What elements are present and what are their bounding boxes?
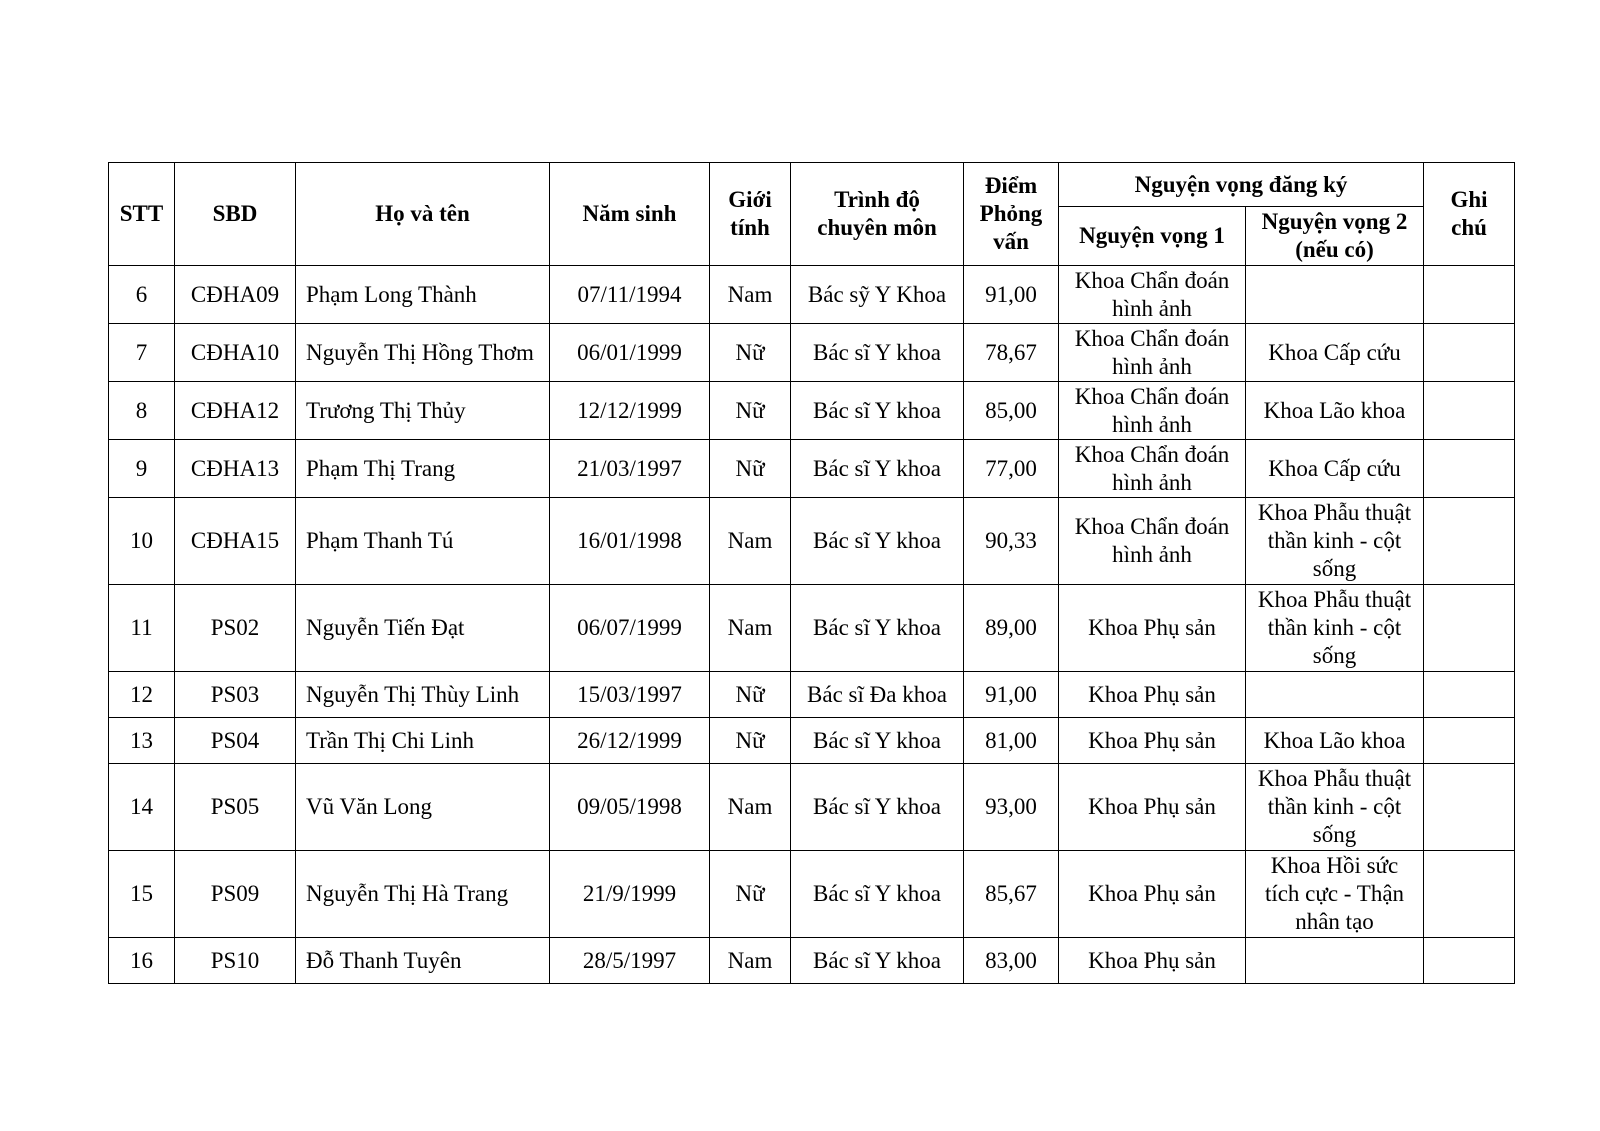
cell-aspiration-1: Khoa Chẩn đoán hình ảnh [1059,324,1246,382]
cell-stt: 14 [109,764,175,851]
cell-qualification: Bác sĩ Đa khoa [791,672,964,718]
header-score: Điểm Phỏng vấn [964,163,1059,266]
cell-note [1424,266,1515,324]
cell-dob: 21/03/1997 [550,440,710,498]
header-dob: Năm sinh [550,163,710,266]
cell-gender: Nam [710,498,791,585]
cell-aspiration-1: Khoa Phụ sản [1059,851,1246,938]
cell-stt: 11 [109,585,175,672]
header-qualification: Trình độ chuyên môn [791,163,964,266]
cell-score: 83,00 [964,938,1059,984]
cell-sbd: CĐHA09 [175,266,296,324]
cell-score: 81,00 [964,718,1059,764]
cell-stt: 16 [109,938,175,984]
cell-aspiration-2: Khoa Lão khoa [1246,718,1424,764]
cell-gender: Nam [710,764,791,851]
cell-qualification: Bác sỹ Y Khoa [791,266,964,324]
cell-gender: Nữ [710,718,791,764]
cell-gender: Nữ [710,382,791,440]
table-row [109,382,1515,440]
cell-note [1424,672,1515,718]
table-row [109,672,1515,718]
cell-qualification: Bác sĩ Y khoa [791,440,964,498]
cell-note [1424,764,1515,851]
cell-dob: 16/01/1998 [550,498,710,585]
cell-note [1424,498,1515,585]
cell-dob: 06/07/1999 [550,585,710,672]
cell-stt: 13 [109,718,175,764]
cell-dob: 26/12/1999 [550,718,710,764]
cell-aspiration-1: Khoa Phụ sản [1059,764,1246,851]
cell-aspiration-2 [1246,672,1424,718]
table-row [109,764,1515,851]
cell-stt: 12 [109,672,175,718]
cell-gender: Nam [710,266,791,324]
cell-score: 93,00 [964,764,1059,851]
cell-gender: Nữ [710,440,791,498]
table-row [109,324,1515,382]
cell-dob: 21/9/1999 [550,851,710,938]
cell-sbd: CĐHA10 [175,324,296,382]
cell-aspiration-1: Khoa Phụ sản [1059,585,1246,672]
cell-score: 91,00 [964,672,1059,718]
cell-stt: 10 [109,498,175,585]
cell-note [1424,324,1515,382]
cell-dob: 28/5/1997 [550,938,710,984]
cell-stt: 9 [109,440,175,498]
cell-qualification: Bác sĩ Y khoa [791,498,964,585]
cell-qualification: Bác sĩ Y khoa [791,851,964,938]
cell-gender: Nam [710,585,791,672]
cell-score: 85,00 [964,382,1059,440]
table-row [109,851,1515,938]
cell-score: 77,00 [964,440,1059,498]
cell-note [1424,938,1515,984]
cell-note [1424,718,1515,764]
cell-score: 89,00 [964,585,1059,672]
cell-sbd: CĐHA15 [175,498,296,585]
table-row [109,498,1515,585]
cell-name: Phạm Thị Trang [296,440,550,498]
cell-gender: Nữ [710,672,791,718]
header-row-top [109,163,1515,207]
cell-gender: Nữ [710,324,791,382]
cell-aspiration-1: Khoa Phụ sản [1059,672,1246,718]
cell-sbd: CĐHA13 [175,440,296,498]
cell-sbd: PS09 [175,851,296,938]
cell-name: Phạm Long Thành [296,266,550,324]
cell-qualification: Bác sĩ Y khoa [791,382,964,440]
cell-sbd: PS03 [175,672,296,718]
cell-aspiration-1: Khoa Chẩn đoán hình ảnh [1059,266,1246,324]
cell-sbd: PS10 [175,938,296,984]
cell-stt: 7 [109,324,175,382]
header-stt: STT [109,163,175,266]
cell-aspiration-2: Khoa Hồi sức tích cực - Thận nhân tạo [1246,851,1424,938]
table-row [109,585,1515,672]
cell-dob: 12/12/1999 [550,382,710,440]
cell-score: 85,67 [964,851,1059,938]
header-gender: Giới tính [710,163,791,266]
cell-dob: 15/03/1997 [550,672,710,718]
header-aspiration-group: Nguyện vọng đăng ký [1059,163,1424,207]
cell-aspiration-2: Khoa Phẫu thuật thần kinh - cột sống [1246,498,1424,585]
cell-aspiration-2 [1246,266,1424,324]
cell-aspiration-2 [1246,938,1424,984]
cell-dob: 09/05/1998 [550,764,710,851]
cell-aspiration-2: Khoa Phẫu thuật thần kinh - cột sống [1246,764,1424,851]
header-sbd: SBD [175,163,296,266]
cell-sbd: PS02 [175,585,296,672]
cell-aspiration-1: Khoa Phụ sản [1059,718,1246,764]
cell-aspiration-1: Khoa Chẩn đoán hình ảnh [1059,440,1246,498]
cell-name: Nguyễn Thị Thùy Linh [296,672,550,718]
cell-note [1424,440,1515,498]
cell-qualification: Bác sĩ Y khoa [791,938,964,984]
cell-dob: 07/11/1994 [550,266,710,324]
cell-note [1424,585,1515,672]
cell-name: Vũ Văn Long [296,764,550,851]
cell-gender: Nữ [710,851,791,938]
cell-stt: 8 [109,382,175,440]
cell-qualification: Bác sĩ Y khoa [791,324,964,382]
cell-score: 91,00 [964,266,1059,324]
cell-sbd: CĐHA12 [175,382,296,440]
cell-name: Trương Thị Thủy [296,382,550,440]
cell-stt: 6 [109,266,175,324]
table-row [109,266,1515,324]
cell-aspiration-2: Khoa Cấp cứu [1246,324,1424,382]
table-row [109,938,1515,984]
cell-name: Nguyễn Thị Hồng Thơm [296,324,550,382]
cell-sbd: PS04 [175,718,296,764]
header-aspiration-2: Nguyện vọng 2 (nếu có) [1246,207,1424,266]
cell-note [1424,382,1515,440]
cell-aspiration-1: Khoa Chẩn đoán hình ảnh [1059,498,1246,585]
cell-note [1424,851,1515,938]
header-note: Ghi chú [1424,163,1515,266]
table-row [109,718,1515,764]
cell-name: Nguyễn Tiến Đạt [296,585,550,672]
header-aspiration-1: Nguyện vọng 1 [1059,207,1246,266]
cell-name: Nguyễn Thị Hà Trang [296,851,550,938]
cell-qualification: Bác sĩ Y khoa [791,718,964,764]
cell-aspiration-1: Khoa Chẩn đoán hình ảnh [1059,382,1246,440]
cell-qualification: Bác sĩ Y khoa [791,764,964,851]
cell-aspiration-2: Khoa Phẫu thuật thần kinh - cột sống [1246,585,1424,672]
table-header [109,163,1515,266]
cell-name: Đỗ Thanh Tuyên [296,938,550,984]
cell-name: Trần Thị Chi Linh [296,718,550,764]
table-row [109,440,1515,498]
cell-aspiration-2: Khoa Lão khoa [1246,382,1424,440]
cell-dob: 06/01/1999 [550,324,710,382]
cell-stt: 15 [109,851,175,938]
cell-score: 78,67 [964,324,1059,382]
candidate-results-table [108,162,1515,984]
cell-aspiration-1: Khoa Phụ sản [1059,938,1246,984]
cell-qualification: Bác sĩ Y khoa [791,585,964,672]
cell-name: Phạm Thanh Tú [296,498,550,585]
header-name: Họ và tên [296,163,550,266]
cell-score: 90,33 [964,498,1059,585]
table-body [109,266,1515,984]
cell-aspiration-2: Khoa Cấp cứu [1246,440,1424,498]
cell-gender: Nam [710,938,791,984]
cell-sbd: PS05 [175,764,296,851]
